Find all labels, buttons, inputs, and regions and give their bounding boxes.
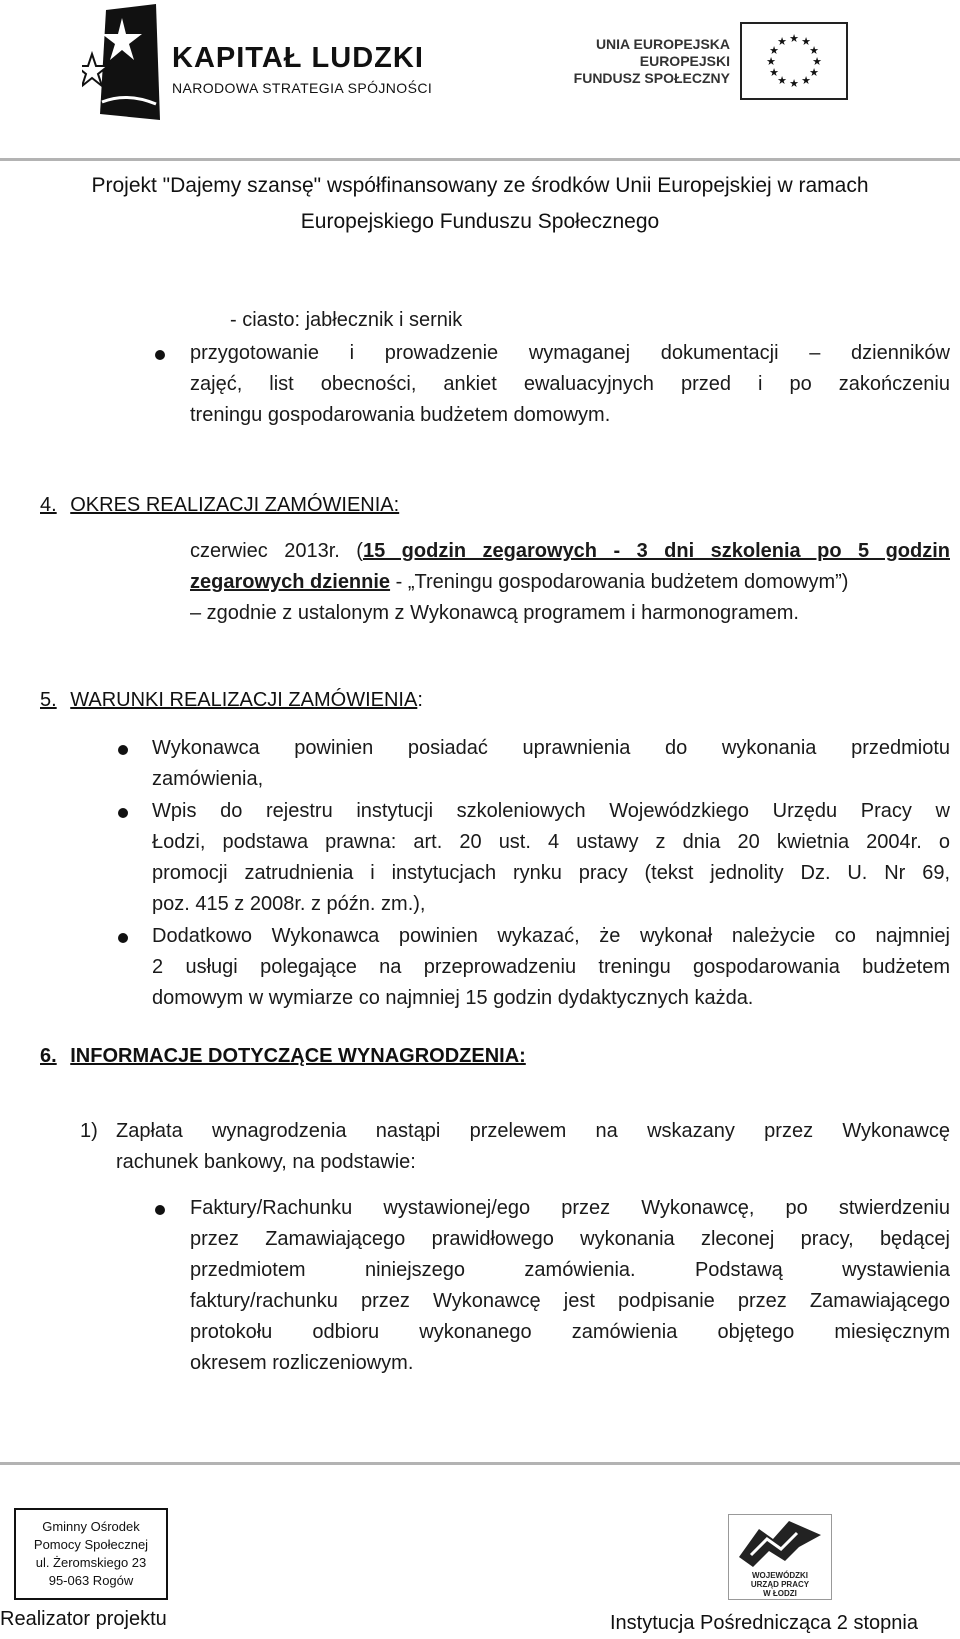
section-6-bullet-line-4: faktury/rachunku przez Wykonawcę jest podpisanie przez Zamawiającego [190, 1290, 950, 1312]
section-5-b3-line-2: 2 usługi polegające na przeprowadzeniu treningu gospodarowania budżetem [152, 956, 950, 978]
svg-text:★: ★ [809, 44, 819, 57]
bullet-icon [118, 933, 128, 943]
svg-text:★: ★ [801, 74, 811, 87]
section-5-number: 5. [40, 689, 57, 711]
eu-flag-icon [740, 22, 848, 100]
section-6-item-1-number: 1) [80, 1120, 98, 1142]
kapital-ludzki-logo [82, 4, 482, 122]
eu-logo-line3: FUNDUSZ SPOŁECZNY [573, 70, 730, 86]
wup-logo [728, 1514, 832, 1600]
section-5-b2-line-4: poz. 415 z 2008r. z późn. zm.), [152, 893, 426, 915]
section-6-bullet-line-3: przedmiotem niniejszego zamówienia. Podstawą wystawienia [190, 1259, 950, 1281]
realizator-box-line-2: Pomocy Społecznej [33, 1537, 149, 1552]
svg-text:★: ★ [769, 44, 779, 57]
section-5-b2-line-2: Łodzi, podstawa prawna: art. 20 ust. 4 ustawy z dnia 20 kwietnia 2004r. o [152, 831, 950, 853]
section-4-daily: zegarowych dziennie [190, 571, 391, 593]
svg-text:★: ★ [789, 32, 799, 45]
svg-text:★: ★ [769, 66, 779, 79]
section-5-b1-line-2: zamówienia, [152, 768, 264, 790]
svg-text:★: ★ [789, 77, 799, 90]
section-4-heading [40, 490, 399, 521]
bullet-icon [118, 808, 128, 818]
bullet-icon [155, 1205, 165, 1215]
section-6-bullet-line-6: okresem rozliczeniowym. [190, 1352, 414, 1374]
realizator-box-line-4: 95-063 Rogów [48, 1573, 134, 1588]
svg-text:★: ★ [777, 35, 787, 48]
section-6-bullet-line-5: protokołu odbioru wykonanego zamówienia objętego miesięcznym [190, 1321, 950, 1343]
bullet-icon [155, 350, 165, 360]
footer-rule [0, 1462, 960, 1465]
svg-text:★: ★ [812, 55, 822, 68]
section-4-line-3: – zgodnie z ustalonym z Wykonawcą programem i harmonogramem. [190, 602, 799, 624]
eu-logo-text [560, 36, 730, 87]
section-4-number: 4. [40, 494, 57, 516]
kapital-ludzki-subtitle: NARODOWA STRATEGIA SPÓJNOŚCI [172, 80, 433, 96]
section-4-line-2 [190, 567, 848, 598]
wup-arrows-icon [729, 1517, 831, 1571]
section-5-b3-line-1: Dodatkowo Wykonawca powinien wykazać, że wykonał należycie co najmniej [152, 925, 950, 947]
section-5-heading [40, 685, 423, 716]
cake-line: - ciasto: jabłecznik i sernik [230, 309, 463, 331]
section-6-bullet-line-1: Faktury/Rachunku wystawionej/ego przez Wykonawcę, po stwierdzeniu [190, 1197, 950, 1219]
svg-text:★: ★ [801, 35, 811, 48]
wup-logo-line-1: WOJEWÓDZKI [752, 1571, 808, 1580]
section-4-hours: 15 godzin zegarowych - 3 dni szkolenia po 5 godzin [362, 540, 950, 562]
section-6-item-1-line-1: Zapłata wynagrodzenia nastąpi przelewem na wskazany przez Wykonawcę [116, 1120, 950, 1142]
svg-text:★: ★ [766, 55, 776, 68]
section-5-b1-line-1: Wykonawca powinien posiadać uprawnienia do wykonania przedmiotu [152, 737, 950, 759]
section-5-b2-line-1: Wpis do rejestru instytucji szkoleniowych Wojewódzkiego Urzędu Pracy w [152, 800, 950, 822]
bullet-icon [118, 745, 128, 755]
section-4-period: czerwiec 2013r. ( [190, 540, 363, 562]
doc-bullet-line-3: treningu gospodarowania budżetem domowym. [190, 404, 611, 426]
eu-logo-line2: EUROPEJSKI [639, 53, 730, 69]
section-6-item-1-line-2: rachunek bankowy, na podstawie: [116, 1151, 416, 1173]
section-5-title: WARUNKI REALIZACJI ZAMÓWIENIA [70, 689, 418, 711]
section-5-b3-line-3: domowym w wymiarze co najmniej 15 godzin dydaktycznych każda. [152, 987, 754, 1009]
section-4-line-1 [190, 536, 950, 567]
section-4-training: - „Treningu gospodarowania budżetem domowym”) [390, 571, 849, 593]
section-6-bullet-line-2: przez Zamawiającego prawidłowego wykonania zleconej pracy, będącej [190, 1228, 950, 1250]
project-line-1: Projekt "Dajemy szansę" współfinansowany ze środków Unii Europejskiej w ramach [91, 174, 869, 197]
kapital-ludzki-title: KAPITAŁ LUDZKI [172, 42, 424, 74]
realizator-label: Realizator projektu [0, 1608, 167, 1630]
instytucja-label: Instytucja Pośrednicząca 2 stopnia [610, 1612, 918, 1634]
project-line-2: Europejskiego Funduszu Społecznego [300, 210, 660, 233]
wup-logo-line-3: W ŁODZI [763, 1589, 797, 1598]
section-5-b2-line-3: promocji zatrudnienia i instytucjach rynku pracy (tekst jednolity Dz. U. Nr 69, [152, 862, 950, 884]
section-5-colon: : [417, 689, 423, 711]
eu-logo-line1: UNIA EUROPEJSKA [595, 36, 730, 52]
svg-text:★: ★ [777, 74, 787, 87]
kapital-ludzki-star-icon [82, 4, 162, 122]
doc-bullet-line-1: przygotowanie i prowadzenie wymaganej dokumentacji – dzienników [190, 342, 950, 364]
svg-text:★: ★ [809, 66, 819, 79]
section-6-number: 6. [40, 1045, 57, 1067]
header-rule [0, 158, 960, 161]
eu-logo [560, 22, 860, 122]
doc-bullet-line-2: zajęć, list obecności, ankiet ewaluacyjnych przed i po zakończeniu [190, 373, 950, 395]
section-6-heading [40, 1041, 526, 1072]
realizator-box-line-3: ul. Żeromskiego 23 [35, 1555, 147, 1570]
realizator-box-line-1: Gminny Ośrodek [42, 1519, 140, 1534]
section-6-title: INFORMACJE DOTYCZĄCE WYNAGRODZENIA: [70, 1045, 526, 1067]
wup-logo-text [729, 1571, 831, 1598]
section-4-title: OKRES REALIZACJI ZAMÓWIENIA: [70, 494, 400, 516]
realizator-box [14, 1508, 168, 1600]
wup-logo-line-2: URZĄD PRACY [750, 1580, 810, 1589]
